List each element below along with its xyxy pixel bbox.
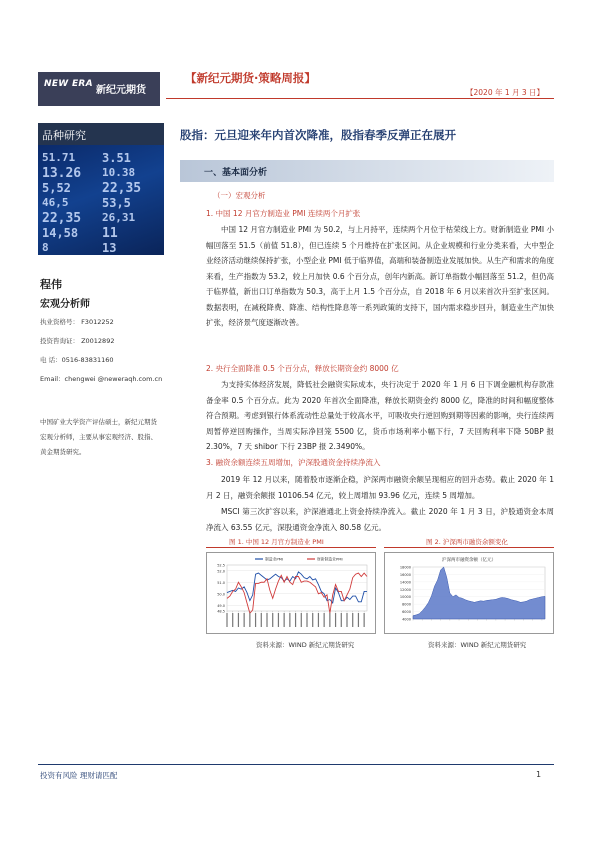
footer-divider [38, 764, 554, 765]
x-tick-label [324, 613, 325, 627]
plot-area [227, 565, 367, 611]
y-tick-label: 12000 [399, 587, 411, 592]
legend-label: 财新制造业PMI [317, 556, 343, 562]
x-tick-label [289, 613, 290, 627]
pmi-line-chart [207, 553, 375, 633]
y-tick-label: 4000 [402, 617, 411, 622]
page-number: 1 [536, 770, 542, 779]
analyst-name: 程伟 [40, 278, 62, 291]
y-tick-label: 18000 [399, 565, 411, 570]
x-tick-label [301, 613, 302, 627]
ticker-number: 53,5 [102, 196, 131, 210]
article-title: 股指：元旦迎来年内首次降准，股指春季反弹正在展开 [180, 128, 456, 142]
x-tick-label [318, 613, 319, 627]
x-tick-label [272, 613, 273, 627]
y-tick-label: 50.0 [217, 592, 225, 597]
x-tick-label [284, 613, 285, 627]
report-date: 【2020 年 1 月 3 日】 [466, 88, 545, 97]
x-tick-label [329, 613, 330, 627]
fig2-source: 资料来源：WIND 新纪元期货研究 [428, 641, 527, 649]
y-tick-label: 6000 [402, 610, 411, 615]
header-divider [166, 98, 554, 99]
ticker-number: 13 [102, 241, 117, 255]
consult-certificate: 投资咨询证： Z0012892 [40, 337, 115, 345]
ticker-number: 8 [42, 241, 49, 254]
risk-note: 投资有风险 理财请匹配 [40, 771, 118, 780]
subsection-heading: （一）宏观分析 [213, 191, 266, 200]
x-tick-label [341, 613, 342, 627]
y-tick-label: 52.0 [217, 569, 225, 574]
email: Email：chengwei @neweraqh.com.cn [40, 375, 163, 383]
company-logo [38, 72, 160, 106]
section-heading: 一、基本面分析 [204, 168, 268, 178]
ticker-number: 3.51 [102, 151, 131, 165]
paragraph-rrr-cut: 为支持实体经济发展，降低社会融资实际成本，央行决定于 2020 年 1 月 6 日下调金融机构存款准备金率 0.5 个百分点。此为 2020 年首次全面降准，释放长期资金约 8000 亿，降准的时间和幅度整体符合预期。考虑到银行体系流动性总量处于较高水平，可吸收央行逆回购到期等因素的影响，央行连续两周暂停逆回购操作，当周实际净回笼 5500 亿，货币市场利率小幅下行，7 天回购利率下降 50BP 报 2.30%，7 天 shibor 下行 23BP 报 2.3490%。 [206, 380, 554, 451]
fig1-title: 图 1. 中国 12 月官方制造业 PMI [229, 538, 324, 546]
fig2-chart-frame [384, 552, 554, 634]
ticker-number: 5,52 [42, 181, 71, 195]
x-tick-label [358, 613, 359, 627]
heading-pmi: 1. 中国 12 月官方制造业 PMI 连续两个月扩张 [206, 209, 361, 218]
ticker-number: 46,5 [42, 196, 69, 209]
fig1-chart-frame [206, 552, 376, 634]
ticker-number: 13.26 [42, 166, 82, 181]
paragraph-northbound: MSCI 第三次扩容以来，沪深港通北上资金持续净流入。截止 2020 年 1 月 3 日，沪股通资金本周净流入 63.55 亿元，深股通资金净流入 80.58 亿元。 [206, 507, 554, 532]
x-tick-label [261, 613, 262, 627]
ticker-number: 22,35 [42, 211, 82, 226]
qualification-number: 执业资格号： F3012252 [40, 318, 114, 326]
section-bar [180, 160, 554, 182]
ticker-number: 14,58 [42, 226, 79, 240]
logo-mark: NEW ERA [44, 79, 93, 89]
category-bar [38, 123, 164, 145]
x-tick-label [266, 613, 267, 627]
y-tick-label: 8000 [402, 602, 411, 607]
y-tick-label: 48.5 [217, 609, 225, 614]
logo-name: 新纪元期货 [96, 85, 146, 96]
y-tick-label: 16000 [399, 572, 411, 577]
category-label: 品种研究 [42, 129, 86, 142]
x-tick-label [346, 613, 347, 627]
heading-margin-financing: 3. 融资余额连续五周增加，沪深股通资金持续净流入 [206, 458, 381, 467]
report-title: 【新纪元期货·策略周报】 [185, 71, 316, 85]
margin-balance-chart [385, 553, 553, 633]
x-tick-label [312, 613, 313, 627]
x-tick-label [238, 613, 239, 627]
fig1-source: 资料来源：WIND 新纪元期货研究 [256, 641, 355, 649]
market-ticker-image [38, 145, 164, 255]
x-tick-label [249, 613, 250, 627]
ticker-number: 51.71 [42, 151, 76, 164]
y-tick-label: 14000 [399, 580, 411, 585]
paragraph-pmi: 中国 12 月官方制造业 PMI 为 50.2，与上月持平，连续两个月位于枯荣线上方。财新制造业 PMI 小幅回落至 51.5（前值 51.8），但已连续 5 个月维持在扩张区间。从企业规模和行业分类来看，大中型企业经济活动继续保持扩张，小型企业 PMI 低于临界值，高端和装备制造业发展加快。从生产和需求的角度来看，生产指数为 53.2，较上月加快 0.6 个百分点，创年内新高。新订单指数小幅回落至 51.2，但仍高于临界值，新出口订单指数为 50.3，高于上月 1.5 个百分点，自 2018 年 6 月以来首次升至扩张区间。数据表明，在减税降费、降准、结构性降息等一系列政策的支持下，国内需求稳步回升，制造业生产加快扩张，经济景气度逐渐改善。 [206, 225, 554, 327]
fig2-rule [384, 547, 554, 548]
paragraph-margin-financing: 2019 年 12 月以来，随着股市逐渐企稳，沪深两市融资余额呈现相应的回升态势。截止 2020 年 1 月 2 日，融资余额报 10106.54 亿元，较上周增加 93.96 亿元，连续 5 周增加。 [206, 475, 554, 500]
heading-rrr-cut: 2. 央行全面降准 0.5 个百分点，释放长期资金约 8000 亿 [206, 364, 399, 373]
x-tick-label [306, 613, 307, 627]
ticker-number: 11 [102, 226, 118, 241]
fig1-rule [206, 547, 376, 548]
x-tick-label [255, 613, 256, 627]
fig2-title: 图 2. 沪深两市融资余额变化 [426, 538, 508, 546]
y-tick-label: 52.5 [217, 563, 225, 568]
y-tick-label: 51.0 [217, 580, 225, 585]
analyst-bio: 中国矿业大学资产评估硕士，新纪元期货宏观分析师，主要从事宏观经济、股指、黄金期货研究。 [40, 418, 157, 456]
x-tick-label [226, 613, 227, 627]
x-tick-label [278, 613, 279, 627]
x-tick-label [295, 613, 296, 627]
x-tick-label [364, 613, 365, 627]
ticker-number: 10.38 [102, 166, 136, 179]
y-tick-label: 49.0 [217, 603, 225, 608]
y-tick-label: 10000 [399, 595, 411, 600]
chart-title: 沪深两市融资余额（亿元） [442, 558, 496, 563]
analyst-title: 宏观分析师 [40, 299, 90, 310]
legend-label: 制造业PMI [265, 556, 284, 562]
x-tick-label [244, 613, 245, 627]
x-tick-label [232, 613, 233, 627]
phone: 电 话：0516-83831160 [40, 356, 114, 364]
ticker-number: 22,35 [102, 181, 142, 196]
x-tick-label [352, 613, 353, 627]
x-tick-label [335, 613, 336, 627]
ticker-number: 26,31 [102, 211, 136, 224]
